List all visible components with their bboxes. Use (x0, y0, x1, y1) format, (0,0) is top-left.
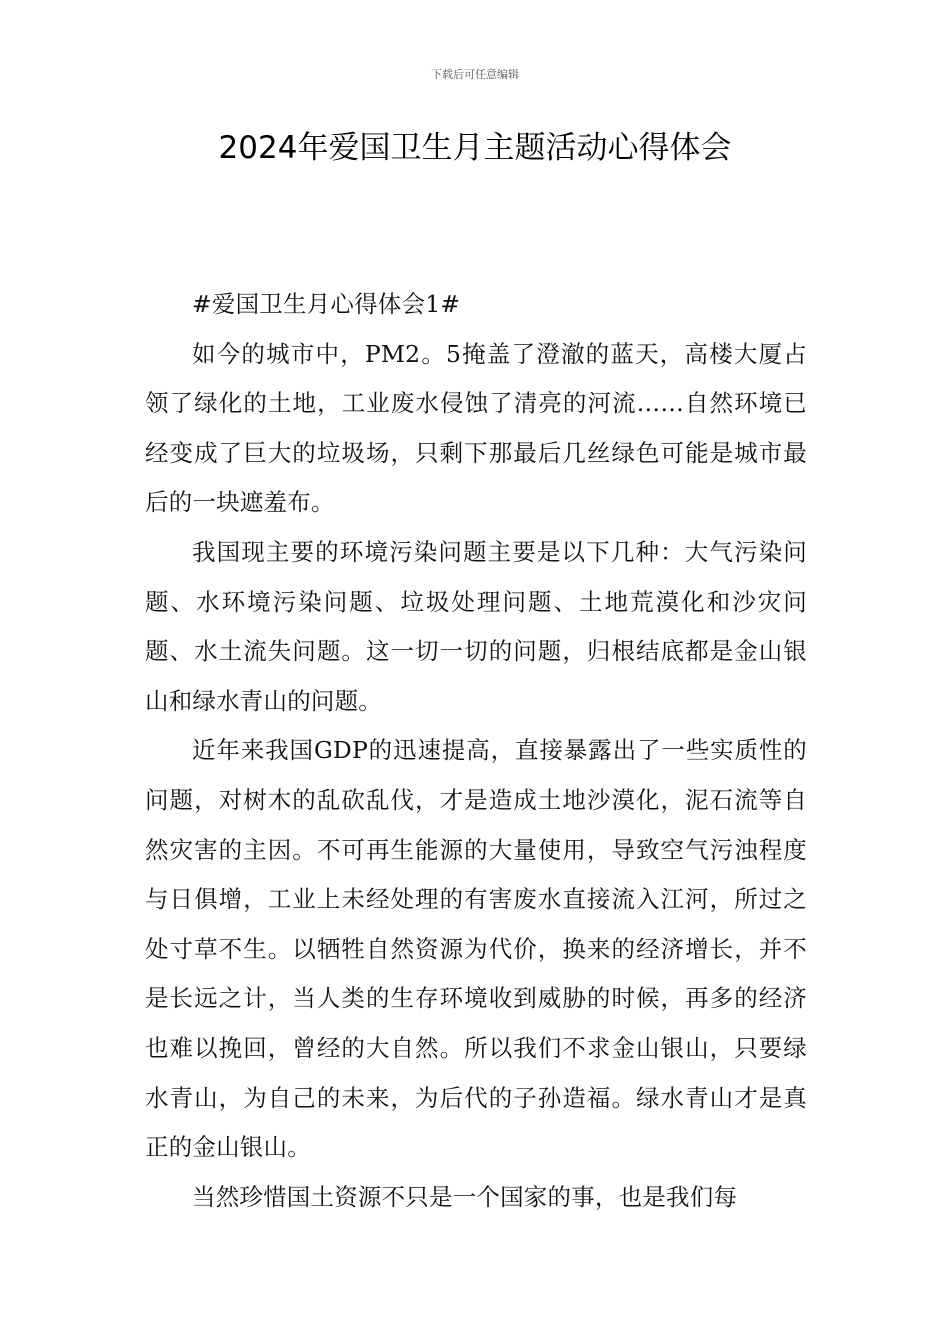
paragraph-3: 近年来我国GDP的迅速提高，直接暴露出了一些实质性的问题，对树木的乱砍乱伐，才是造成土地沙漠化，泥石流等自然灾害的主因。不可再生能源的大量使用，导致空气污浊程度与日俱增，工业上未经处理的有害废水直接流入江河，所过之处寸草不生。以牺牲自然资源为代价，换来的经济增长，并不是长远之计，当人类的生存环境收到威胁的时候，再多的经济也难以挽回，曾经的大自然。所以我们不求金山银山，只要绿水青山，为自己的未来，为后代的子孙造福。绿水青山才是真正的金山银山。 (145, 736, 807, 1162)
section-heading: #爱国卫生月心得体会1# (192, 290, 461, 318)
document-body (145, 280, 807, 1222)
document-title: 2024年爱国卫生月主题活动心得体会 (218, 130, 732, 166)
paragraph-2: 我国现主要的环境污染问题主要是以下几种：大气污染问题、水环境污染问题、垃圾处理问题、土地荒漠化和沙灾问题、水土流失问题。这一切一切的问题，归根结底都是金山银山和绿水青山的问题。 (145, 537, 807, 715)
paragraph-4: 当然珍惜国土资源不只是一个国家的事，也是我们每 (192, 1182, 738, 1211)
paragraph-1: 如今的城市中，PM2。5掩盖了澄澈的蓝天，高楼大厦占领了绿化的土地，工业废水侵蚀了清亮的河流……自然环境已经变成了巨大的垃圾场，只剩下那最后几丝绿色可能是城市最后的一块遮羞布。 (145, 339, 807, 517)
header-note: 下载后可任意编辑 (431, 68, 519, 81)
